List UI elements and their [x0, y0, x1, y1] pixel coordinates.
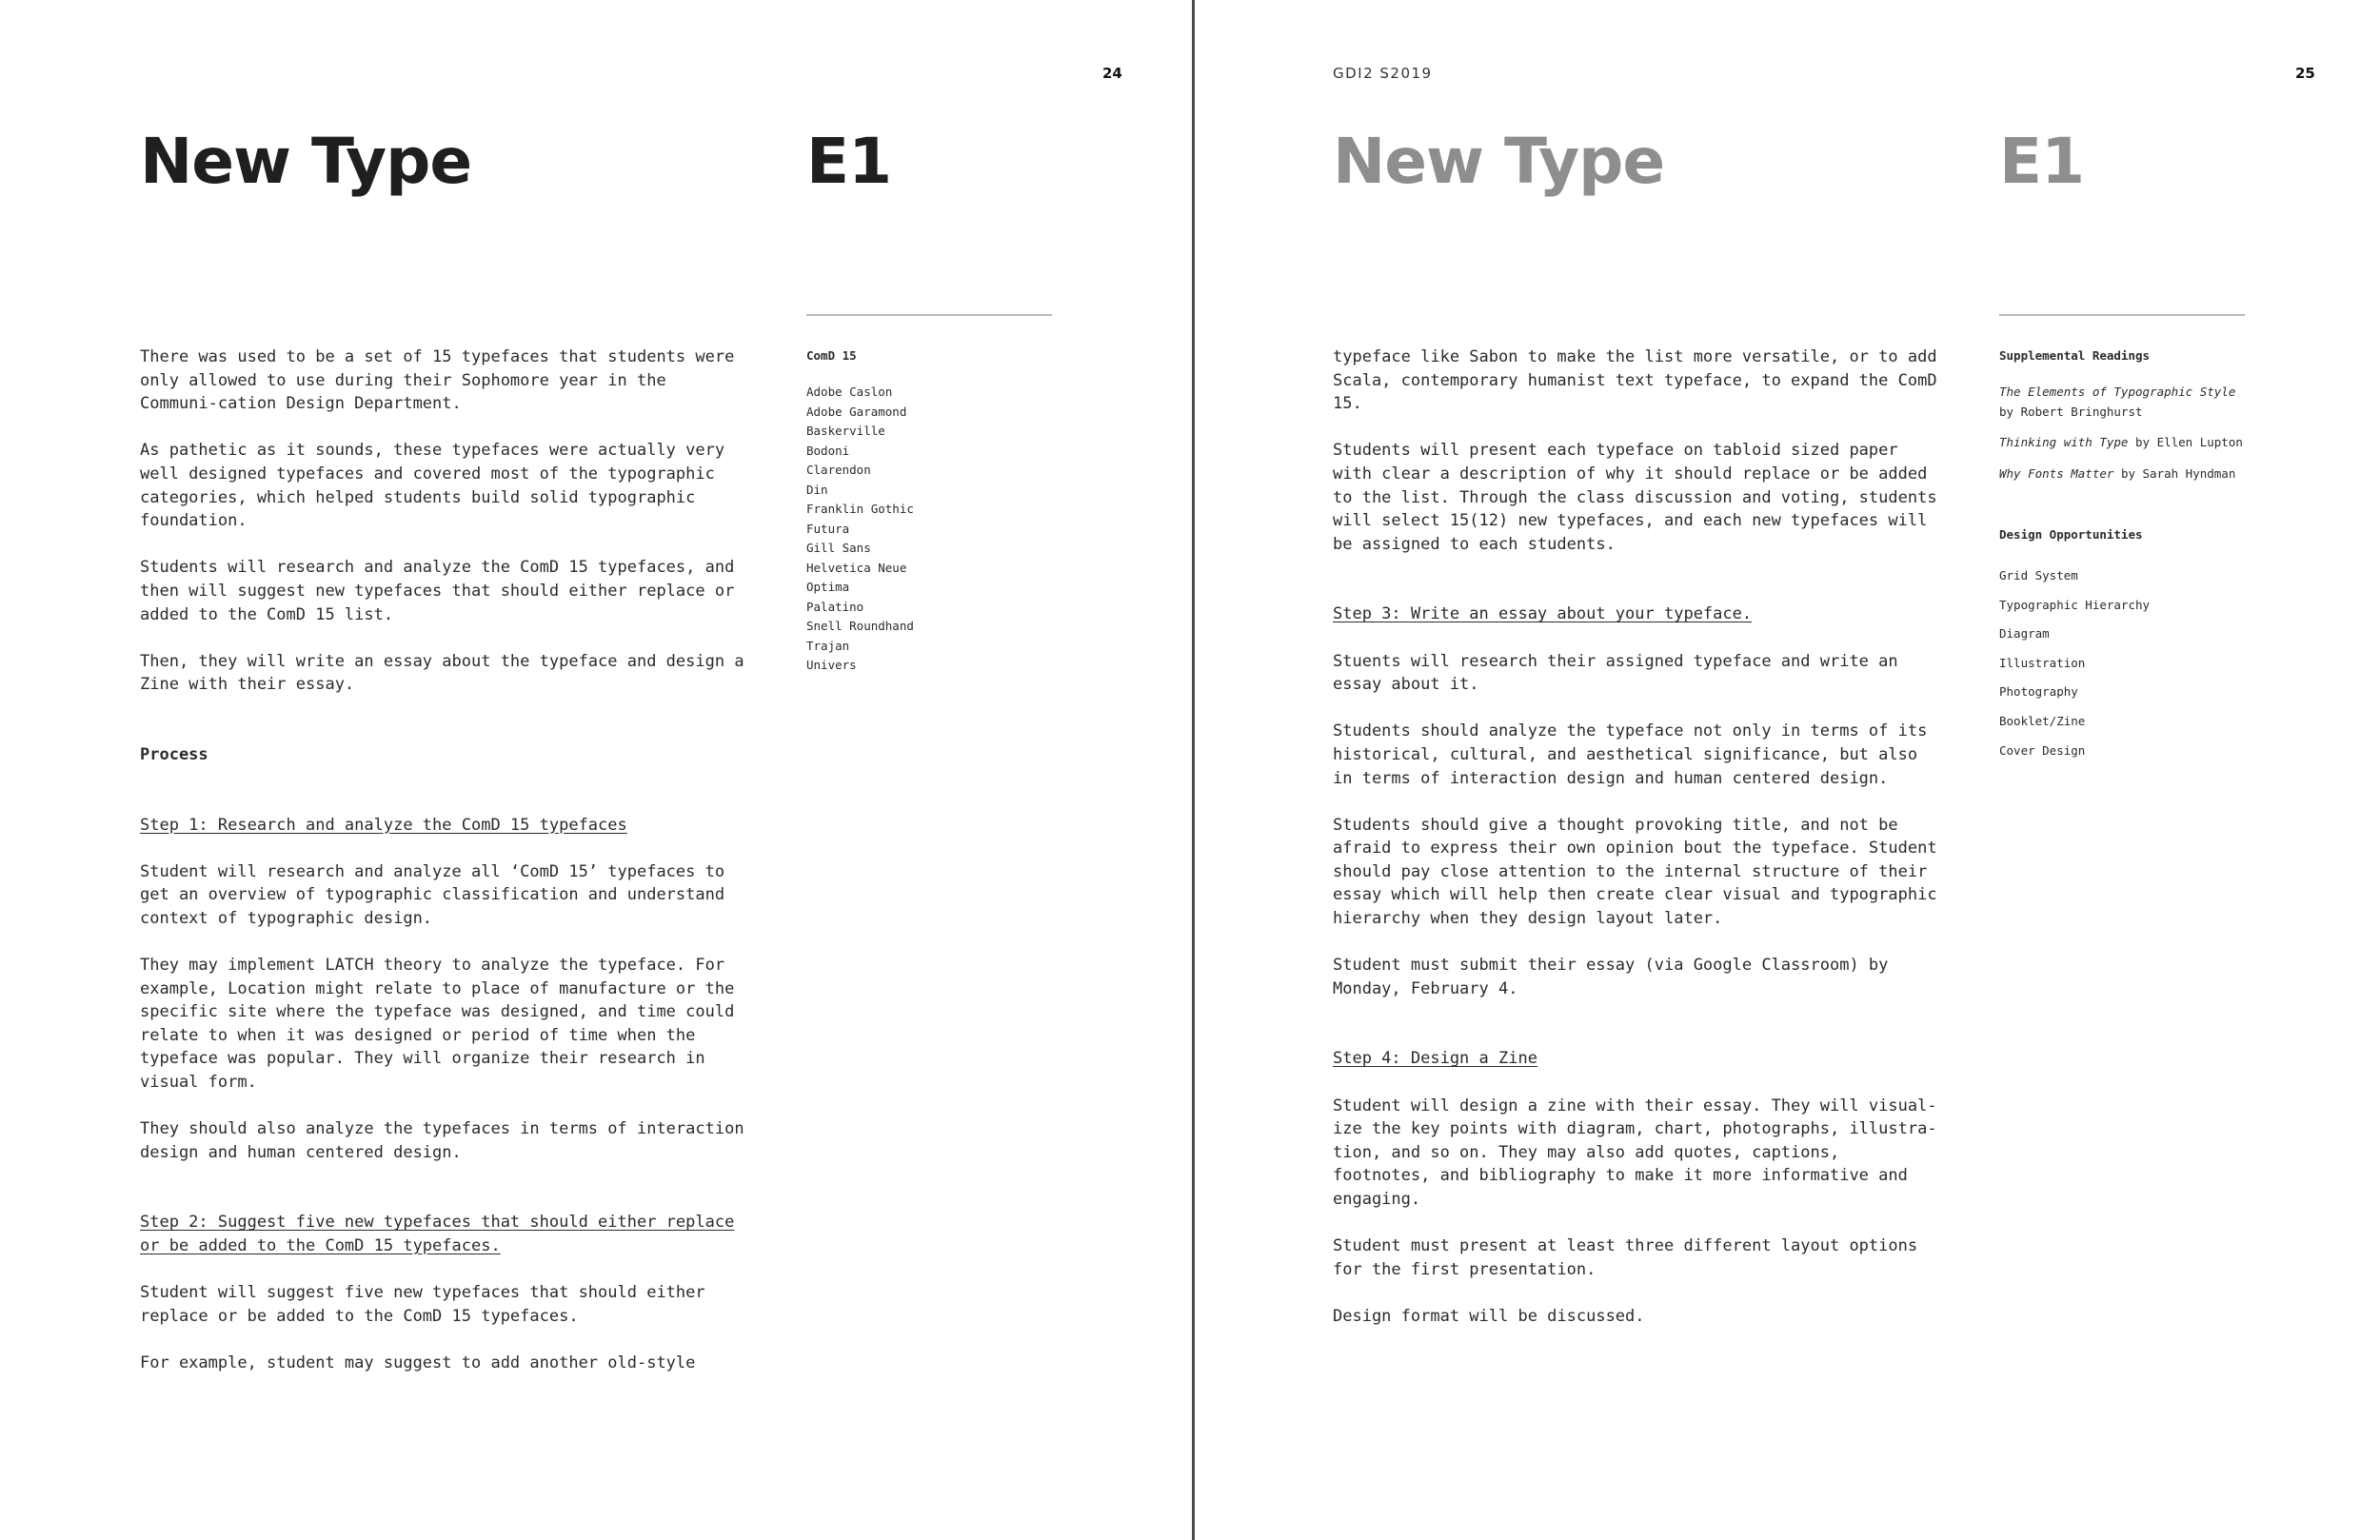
right-body-text: [1333, 346, 1942, 1352]
reading-item: [1999, 433, 2285, 453]
paragraph: Student must present at least three different layout options for the first presentation.: [1333, 1236, 1918, 1279]
left-body-text: [140, 346, 749, 1398]
opportunity-item: Grid System: [1999, 568, 2078, 582]
section-heading-process: Process: [140, 744, 208, 764]
typeface-item: Franklin Gothic: [806, 502, 914, 516]
step-2-heading: Step 2: Suggest five new typefaces that should either replace or be added to the ComD 15 typefaces.: [140, 1213, 735, 1255]
page-number: 24: [1102, 65, 1122, 82]
typeface-item: Adobe Garamond: [806, 404, 907, 419]
opportunity-item: Typographic Hierarchy: [1999, 597, 2151, 612]
typeface-item: Univers: [806, 658, 857, 672]
typeface-item: Baskerville: [806, 424, 885, 438]
paragraph: They should also analyze the typefaces in terms of interaction design and human centered design.: [140, 1119, 744, 1162]
paragraph: As pathetic as it sounds, these typefaces were actually very well designed typefaces and covered most of the typographic categories, which helped students build solid typographic foundation.: [140, 441, 725, 531]
book-title: Why Fonts Matter: [1999, 465, 2114, 481]
right-page: [1195, 0, 2380, 1540]
sidebar-rule: [1999, 314, 2245, 316]
page-number: 25: [2295, 65, 2315, 82]
book-author: by Ellen Lupton: [2135, 435, 2243, 449]
paragraph: Student will design a zine with their essay. They will visual-ize the key points with diagram, chart, photographs, illustra-tion, and so on. They may also add quotes, captions, footnotes, and bibliography to make it more informative and engaging.: [1333, 1096, 1937, 1209]
sidebar-rule: [806, 314, 1052, 316]
book-author: by Sarah Hyndman: [2120, 465, 2236, 481]
paragraph: Student will research and analyze all ‘ComD 15’ typefaces to get an overview of typographic classification and understand context of typographic design.: [140, 861, 725, 928]
paragraph: They may implement LATCH theory to analyze the typeface. For example, Location might relate to place of manufacture or the specific site where the typeface was designed, and time could relate to when it was designed or period of time when the typeface was popular. They will organize their research in visual form.: [140, 956, 735, 1093]
paragraph: Students will present each typeface on tabloid sized paper with clear a description of why it should replace or be added to the list. Through the class discussion and voting, students will select 15(12) new typefaces, and each new typefaces will be assigned to each students.: [1333, 441, 1937, 554]
reading-item: [1999, 464, 2285, 484]
paragraph: Stuents will research their assigned typeface and write an essay about it.: [1333, 651, 1898, 695]
typeface-item: Adobe Caslon: [806, 385, 893, 399]
paragraph: Students should give a thought provoking title, and not be afraid to express their own opinion bout the typeface. Student should pay close attention to the internal structure of their essay which will help then create clear visual and typographic hierarchy when they design layout later.: [1333, 815, 1937, 929]
exercise-code: E1: [1999, 125, 2085, 198]
typeface-item: Gill Sans: [806, 541, 871, 555]
exercise-code: E1: [806, 125, 892, 198]
opportunity-item: Illustration: [1999, 655, 2086, 670]
opportunity-item: Booklet/Zine: [1999, 713, 2086, 728]
opportunity-item: Cover Design: [1999, 742, 2086, 758]
typeface-list: [806, 383, 1092, 676]
opportunity-item: Photography: [1999, 684, 2078, 700]
readings-sidebar: [1999, 348, 2285, 765]
typeface-item: Palatino: [806, 599, 864, 614]
paragraph: Students should analyze the typeface not only in terms of its historical, cultural, and aesthetical significance, but also in terms of interaction design and human centered design.: [1333, 721, 1928, 788]
paragraph: Student must submit their essay (via Google Classroom) by Monday, February 4.: [1333, 956, 1889, 998]
paragraph: Then, they will write an essay about the typeface and design a Zine with their essay.: [140, 651, 744, 695]
paragraph: For example, student may suggest to add another old-style: [140, 1352, 696, 1372]
opportunity-item: Diagram: [1999, 626, 2050, 642]
paragraph: Students will research and analyze the ComD 15 typefaces, and then will suggest new typefaces that should either replace or added to the ComD 15 list.: [140, 558, 735, 624]
comd15-sidebar: [806, 348, 1092, 676]
typeface-item: Bodoni: [806, 443, 850, 458]
typeface-item: Clarendon: [806, 463, 871, 477]
step-4-heading: Step 4: Design a Zine: [1333, 1049, 1537, 1069]
readings-title: Supplemental Readings: [1999, 348, 2151, 363]
running-head: GDI2 S2019: [1333, 65, 1433, 82]
reading-item: [1999, 383, 2285, 422]
opportunities-title: Design Opportunities: [1999, 527, 2143, 542]
paragraph: typeface like Sabon to make the list more versatile, or to add Scala, contemporary humanist text typeface, to expand the ComD 15.: [1333, 347, 1937, 414]
paragraph: There was used to be a set of 15 typefaces that students were only allowed to use during their Sophomore year in the Communi-cation Design Department.: [140, 347, 735, 414]
step-3-heading: Step 3: Write an essay about your typeface.: [1333, 604, 1753, 624]
typeface-item: Snell Roundhand: [806, 619, 914, 633]
step-1-heading: Step 1: Research and analyze the ComD 15 typefaces: [140, 815, 627, 835]
typeface-item: Din: [806, 482, 828, 497]
book-title: The Elements of Typographic Style: [1999, 385, 2236, 399]
typeface-item: Trajan: [806, 638, 850, 653]
paragraph: Design format will be discussed.: [1333, 1306, 1645, 1326]
page-title: New Type: [1333, 125, 1665, 198]
paragraph: Student will suggest five new typefaces that should either replace or be added to the ComD 15 typefaces.: [140, 1283, 705, 1326]
sidebar-title: ComD 15: [806, 348, 857, 363]
book-title: Thinking with Type: [1999, 435, 2129, 449]
page-title: New Type: [140, 125, 472, 198]
typeface-item: Helvetica Neue: [806, 560, 907, 575]
book-author: by Robert Bringhurst: [1999, 404, 2143, 419]
typeface-item: Futura: [806, 521, 850, 536]
typeface-item: Optima: [806, 580, 850, 594]
opportunities-list: [1999, 562, 2285, 765]
